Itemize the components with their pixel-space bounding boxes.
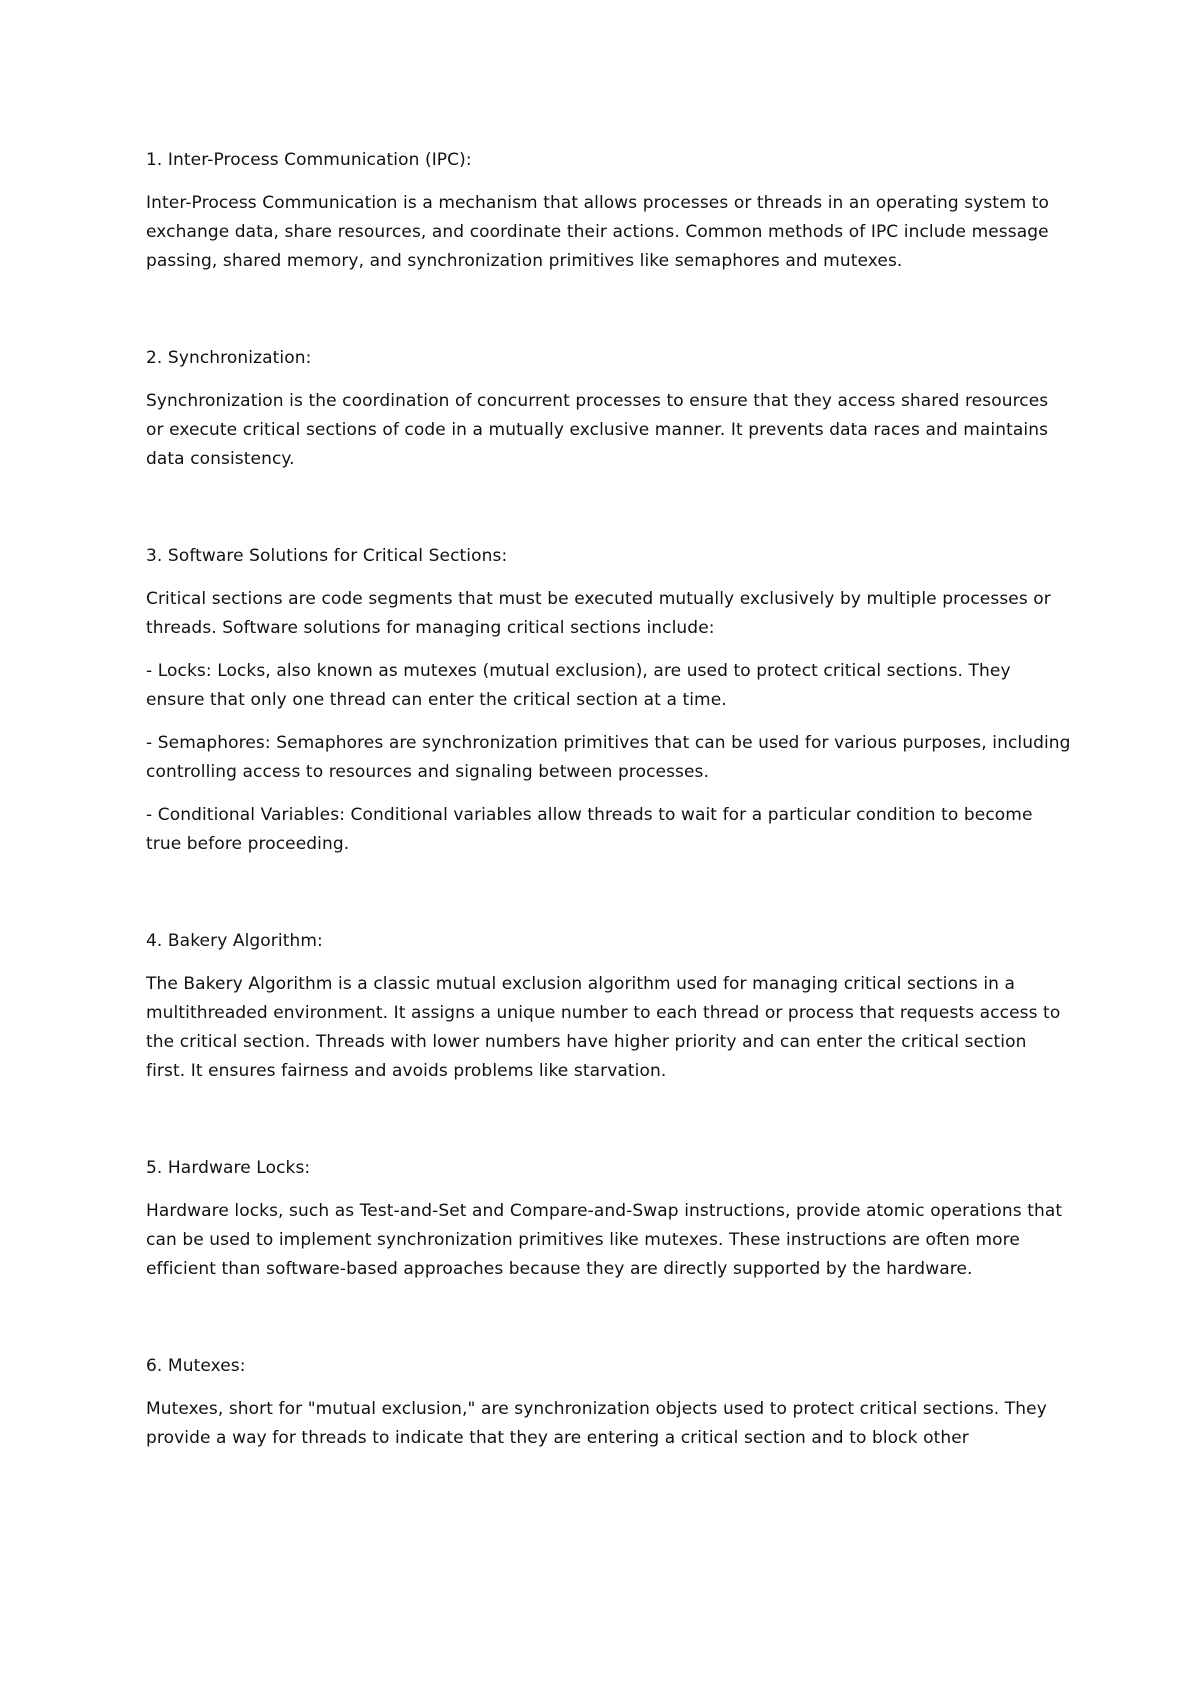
section-mutexes — [146, 1352, 1071, 1453]
section-ipc — [146, 146, 1071, 276]
section-software-solutions — [146, 542, 1071, 859]
bullet-semaphores: - Semaphores: Semaphores are synchronization primitives that can be used for various purposes, including controlling access to resources and signaling between processes. — [146, 733, 1071, 782]
section-synchronization — [146, 344, 1071, 474]
section-heading: 1. Inter-Process Communication (IPC): — [146, 150, 472, 170]
bullet-locks: - Locks: Locks, also known as mutexes (mutual exclusion), are used to protect critical sections. They ensure that only one thread can enter the critical section at a time. — [146, 661, 1011, 710]
section-heading: 4. Bakery Algorithm: — [146, 931, 323, 951]
section-paragraph: Mutexes, short for "mutual exclusion," are synchronization objects used to protect critical sections. They provide a way for threads to indicate that they are entering a critical section and to block other — [146, 1399, 1047, 1448]
document-page — [146, 146, 1071, 1521]
section-paragraph: Synchronization is the coordination of concurrent processes to ensure that they access shared resources or execute critical sections of code in a mutually exclusive manner. It prevents data races and maintains data consistency. — [146, 391, 1049, 469]
section-paragraph: The Bakery Algorithm is a classic mutual exclusion algorithm used for managing critical sections in a multithreaded environment. It assigns a unique number to each thread or process that requests access to the critical section. Threads with lower numbers have higher priority and can enter the critical section first. It ensures fairness and avoids problems like starvation. — [146, 974, 1061, 1081]
section-paragraph: Inter-Process Communication is a mechanism that allows processes or threads in an operating system to exchange data, share resources, and coordinate their actions. Common methods of IPC include message passing, shared memory, and synchronization primitives like semaphores and mutexes. — [146, 193, 1050, 271]
section-heading: 6. Mutexes: — [146, 1356, 246, 1376]
section-hardware-locks — [146, 1154, 1071, 1284]
section-paragraph: Critical sections are code segments that must be executed mutually exclusively by multiple processes or threads. Software solutions for managing critical sections include: — [146, 589, 1051, 638]
section-heading: 3. Software Solutions for Critical Sections: — [146, 546, 508, 566]
bullet-conditional-variables: - Conditional Variables: Conditional variables allow threads to wait for a particular condition to become true before proceeding. — [146, 805, 1033, 854]
section-bakery-algorithm — [146, 927, 1071, 1086]
section-heading: 5. Hardware Locks: — [146, 1158, 311, 1178]
section-heading: 2. Synchronization: — [146, 348, 312, 368]
section-paragraph: Hardware locks, such as Test-and-Set and Compare-and-Swap instructions, provide atomic operations that can be used to implement synchronization primitives like mutexes. These instructions are often more efficient than software-based approaches because they are directly supported by the hardware. — [146, 1201, 1063, 1279]
